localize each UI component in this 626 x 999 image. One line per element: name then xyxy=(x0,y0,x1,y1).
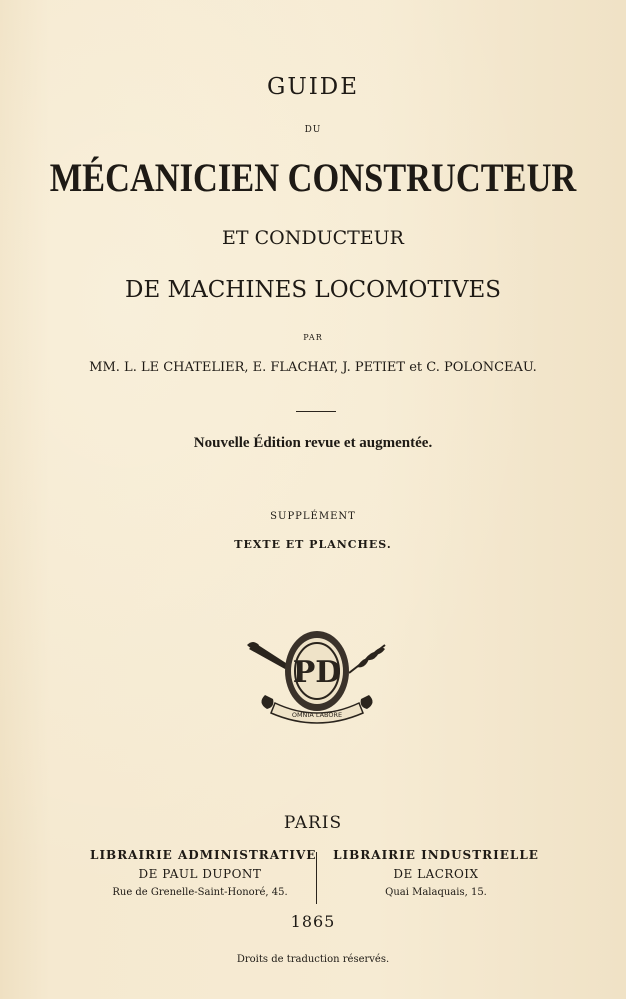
imprint-divider xyxy=(316,852,317,904)
separator-rule xyxy=(296,411,336,412)
title-du: DU xyxy=(304,125,322,135)
edition-note: Nouvelle Édition revue et augmentée. xyxy=(193,435,433,451)
publisher-emblem-icon xyxy=(245,625,390,729)
title-guide: GUIDE xyxy=(266,74,360,100)
imprint-left-publisher xyxy=(90,848,317,898)
left-publisher-name: LIBRAIRIE ADMINISTRATIVE xyxy=(90,848,317,862)
supplement-contents: TEXTE ET PLANCHES. xyxy=(234,538,392,551)
publication-year: 1865 xyxy=(290,912,336,931)
supplement-label: SUPPLÉMENT xyxy=(270,511,356,522)
right-publisher-address: Quai Malaquais, 15. xyxy=(385,887,487,898)
imprint-right-publisher xyxy=(322,848,550,898)
left-publisher-address: Rue de Grenelle-Saint-Honoré, 45. xyxy=(112,887,288,898)
svg-text:PD: PD xyxy=(292,655,342,690)
authors: MM. L. LE CHATELIER, E. FLACHAT, J. PETIET et C. POLONCEAU. xyxy=(89,360,537,375)
by-label: PAR xyxy=(303,333,323,342)
subtitle-machines: DE MACHINES LOCOMOTIVES xyxy=(125,277,501,303)
main-title: MÉCANICIEN CONSTRUCTEUR xyxy=(49,155,577,200)
right-publisher-owner: DE LACROIX xyxy=(393,867,479,881)
imprint-city: PARIS xyxy=(283,813,343,833)
emblem-motto: OMNIA LABORE xyxy=(291,711,343,719)
rights-notice: Droits de traduction réservés. xyxy=(236,954,390,965)
subtitle-conducteur: ET CONDUCTEUR xyxy=(222,227,404,249)
left-publisher-owner: DE PAUL DUPONT xyxy=(138,867,262,881)
right-publisher-name: LIBRAIRIE INDUSTRIELLE xyxy=(333,848,539,862)
